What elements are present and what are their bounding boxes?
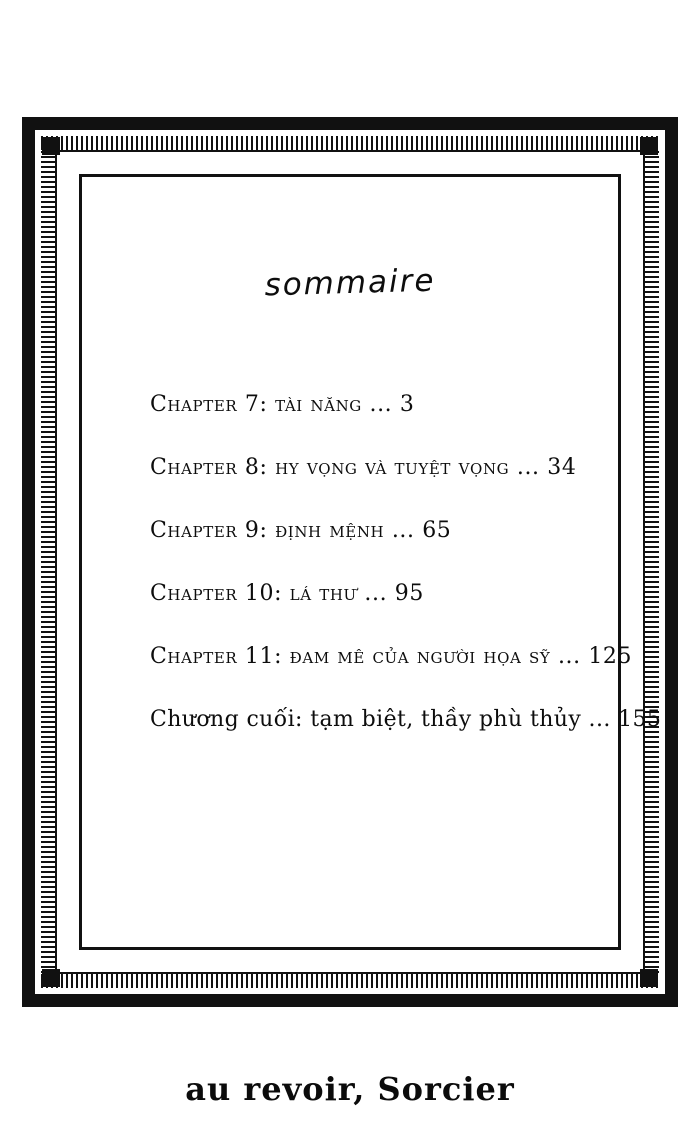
decorative-frame (22, 117, 678, 1007)
page-title: sommaire (264, 262, 436, 304)
frame-corner-top-left (42, 137, 60, 155)
frame-corner-bottom-right (640, 969, 658, 987)
frame-middle-border (32, 127, 668, 997)
list-item: Chapter 11: đam mê của người họa sỹ ... 125 (150, 644, 633, 670)
list-item: Chapter 7: tài năng ... 3 (150, 392, 415, 417)
frame-hatch-band (41, 136, 662, 988)
frame-inner-line (79, 174, 662, 950)
book-title: au revoir, Sorcier (185, 1070, 515, 1108)
list-item: Chapter 8: hy vọng và tuyệt vọng ... 34 (150, 455, 577, 481)
frame-hatch-inner-border (55, 150, 662, 974)
list-item: Chapter 9: định mệnh ... 65 (150, 518, 452, 544)
list-item: Chương cuối: tạm biệt, thầy phù thủy ... 155 (150, 707, 662, 733)
table-of-contents (122, 392, 662, 733)
page-content (82, 177, 662, 947)
frame-corner-bottom-left (42, 969, 60, 987)
list-item: Chapter 10: lá thư ... 95 (150, 581, 424, 607)
frame-corner-top-right (640, 137, 658, 155)
